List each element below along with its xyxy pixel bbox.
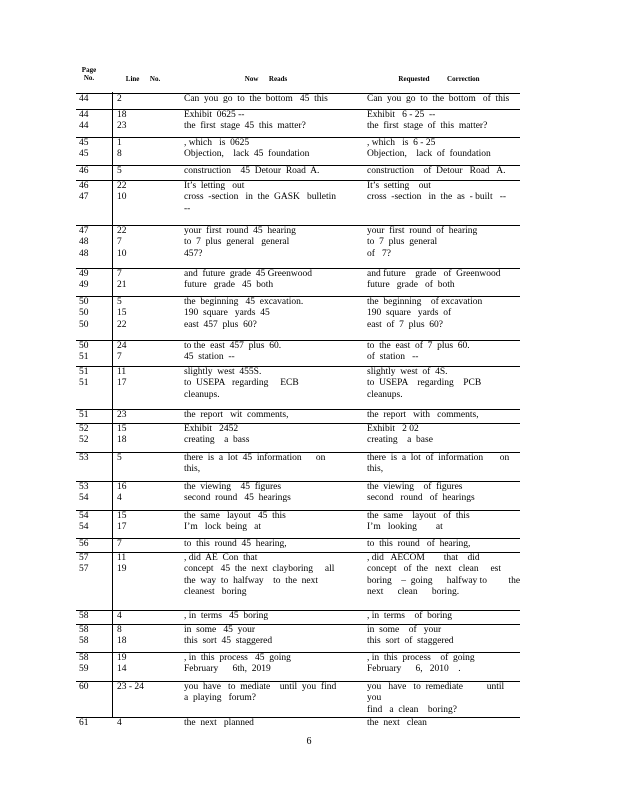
line-cell: 24 7	[117, 341, 127, 363]
line-cell: 8 18	[117, 625, 127, 647]
line-cell: 1 8	[117, 138, 122, 160]
now-reads-cell: , did AE Con that concept 45 the next clayboring all the way to halfway to the next cleanest boring	[184, 553, 335, 597]
line-cell: 15 17	[117, 511, 127, 533]
now-reads-cell: to the east 457 plus 60. 45 station --	[184, 341, 282, 363]
now-reads-cell: Exhibit 2452 creating a bass	[184, 424, 250, 446]
now-reads-cell: , which is 0625 Objection, lack 45 foundation	[184, 138, 310, 160]
line-cell: 19 14	[117, 653, 127, 675]
correction-cell: to this round of hearing,	[367, 539, 471, 549]
line-cell: 11 17	[117, 367, 127, 389]
line-cell: 2	[117, 94, 122, 104]
line-cell: 7 21	[117, 269, 127, 291]
now-reads-cell: the same layout 45 this I’m lock being at	[184, 511, 286, 533]
page-cell: 44	[79, 94, 89, 104]
page-cell: 46 47	[79, 181, 89, 203]
line-cell: 5 15 22	[117, 297, 127, 330]
correction-cell: your first round of hearing to 7 plus general of 7?	[367, 226, 478, 259]
correction-cell: , which is 6 - 25 Objection, lack of foundation	[367, 138, 491, 160]
line-cell: 5	[117, 166, 122, 176]
correction-cell: , in terms of boring	[367, 611, 452, 621]
header-page-label: Page	[81, 66, 97, 74]
correction-cell: the next clean	[367, 718, 427, 728]
now-reads-cell: Can you go to the bottom 45 this	[184, 94, 328, 104]
line-cell: 22 7 10	[117, 226, 127, 259]
page-cell: 58 59	[79, 653, 89, 675]
page-cell: 60	[79, 682, 89, 692]
now-reads-cell: slightly west 455S. to USEPA regarding ECB cleanups.	[184, 367, 299, 400]
page-cell: 50 50 50	[79, 297, 89, 330]
correction-cell: Exhibit 6 - 25 -- the first stage of this matter?	[367, 110, 488, 132]
correction-cell: the report with comments,	[367, 410, 479, 420]
correction-cell: , did AECOM that did concept of the next clean est boring – going halfway to the next clean boring.	[367, 553, 521, 597]
page-cell: 44 44	[79, 110, 89, 132]
page-cell: 53 54	[79, 482, 89, 504]
page-cell: 51	[79, 410, 89, 420]
now-reads-cell: Exhibit 0625 -- the first stage 45 this matter?	[184, 110, 306, 132]
correction-cell: in some of your this sort of staggered	[367, 625, 454, 647]
page-number: 6	[306, 736, 312, 747]
line-cell: 5	[117, 453, 122, 463]
line-cell: 7	[117, 539, 122, 549]
header-no-label: No.	[83, 74, 95, 82]
now-reads-cell: the viewing 45 figures second round 45 hearings	[184, 482, 291, 504]
page-cell: 58	[79, 611, 89, 621]
page-cell: 54 54	[79, 511, 89, 533]
now-reads-cell: , in terms 45 boring	[184, 611, 269, 621]
correction-cell: construction of Detour Road A.	[367, 166, 506, 176]
page-cell: 50 51	[79, 341, 89, 363]
line-cell: 18 23	[117, 110, 127, 132]
correction-cell: It’s setting out cross -section in the as - built --	[367, 181, 507, 203]
now-reads-cell: in some 45 your this sort 45 staggered	[184, 625, 273, 647]
line-cell: 11 19	[117, 553, 127, 575]
correction-cell: and future grade of Greenwood future grade of both	[367, 269, 501, 291]
now-reads-cell: the beginning 45 excavation. 190 square yards 45 east 457 plus 60?	[184, 297, 304, 330]
now-reads-cell: to this round 45 hearing,	[184, 539, 287, 549]
header-requested-correction: Requested Correction	[398, 75, 480, 83]
correction-cell: the same layout of this I’m looking at	[367, 511, 470, 533]
page-cell: 45 45	[79, 138, 89, 160]
page-cell: 58 58	[79, 625, 89, 647]
header-page-no	[79, 66, 99, 82]
now-reads-cell: you have to mediate until you find a playing forum?	[184, 682, 337, 704]
correction-cell: you have to remediate until you find a clean boring?	[367, 682, 505, 715]
correction-cell: the beginning of excavation 190 square yards of east of 7 plus 60?	[367, 297, 483, 330]
page-cell: 49 49	[79, 269, 89, 291]
now-reads-cell: your first round 45 hearing to 7 plus general general 457?	[184, 226, 296, 259]
header-now-reads: Now Reads	[244, 75, 288, 83]
now-reads-cell: , in this process 45 going February 6th, 2019	[184, 653, 291, 675]
line-cell: 22 10	[117, 181, 127, 203]
page-cell: 53	[79, 453, 89, 463]
now-reads-cell: the next planned	[184, 718, 254, 728]
now-reads-cell: and future grade 45 Greenwood future grade 45 both	[184, 269, 312, 291]
correction-cell: Exhibit 2 02 creating a base	[367, 424, 433, 446]
page-cell: 61	[79, 718, 89, 728]
now-reads-cell: It’s letting out cross -section in the GASK bulletin --	[184, 181, 336, 214]
line-cell: 4	[117, 718, 122, 728]
header-line-no: Line No.	[125, 75, 161, 83]
correction-cell: , in this process of going February 6, 2010 .	[367, 653, 475, 675]
correction-cell: the viewing of figures second round of hearings	[367, 482, 475, 504]
line-cell: 15 18	[117, 424, 127, 446]
page-cell: 51 51	[79, 367, 89, 389]
page-cell: 52 52	[79, 424, 89, 446]
line-cell: 4	[117, 611, 122, 621]
line-cell: 16 4	[117, 482, 127, 504]
now-reads-cell: there is a lot 45 information on this,	[184, 453, 326, 475]
line-cell: 23	[117, 410, 127, 420]
page-cell: 57 57	[79, 553, 89, 575]
page-cell: 56	[79, 539, 89, 549]
line-cell: 23 - 24	[117, 682, 144, 692]
now-reads-cell: the report wit comments,	[184, 410, 289, 420]
correction-cell: to the east of 7 plus 60. of station --	[367, 341, 470, 363]
page-cell: 46	[79, 166, 89, 176]
correction-cell: there is a lot of information on this,	[367, 453, 510, 475]
correction-cell: Can you go to the bottom of this	[367, 94, 510, 104]
page-cell: 47 48 48	[79, 226, 89, 259]
correction-cell: slightly west of 4S. to USEPA regarding PCB cleanups.	[367, 367, 482, 400]
now-reads-cell: construction 45 Detour Road A.	[184, 166, 320, 176]
